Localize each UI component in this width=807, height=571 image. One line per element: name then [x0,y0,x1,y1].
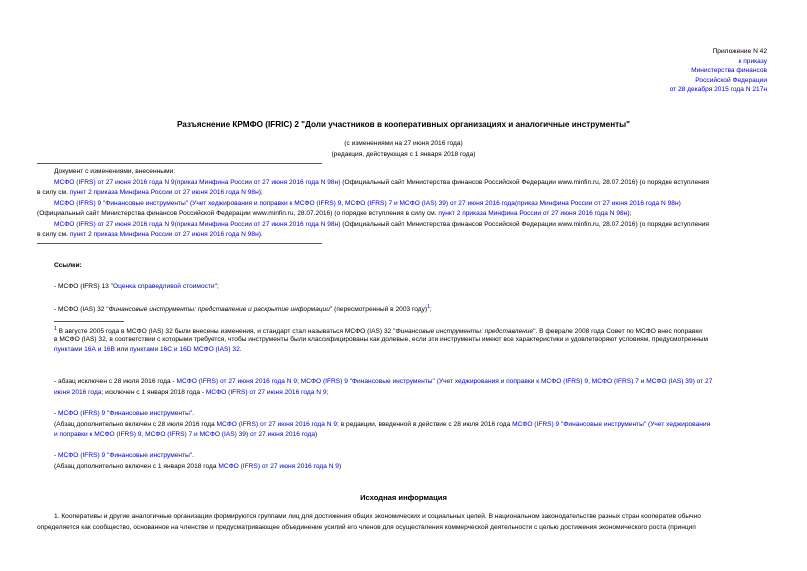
para-1-line1: 1. Кооперативы и другие аналогичные организации формируются группами лиц для достижения общих экономических и социальных целей. В национальном законодательстве разных стран кооператив обычно [54,513,701,520]
change-1-link-a[interactable]: МСФО (IFRS) от 27 июня 2016 года N 9 [54,179,175,186]
change-item-3 [54,221,709,229]
note-1-text-c: ; исключен с 1 января 2018 года - [101,389,206,396]
footnote-text-a: В августе 2005 года в МСФО (IAS) 32 были внесены изменения, и стандарт стал называться МСФО (IAS) 32 " [56,328,396,336]
footnote-text-b: ". В феврале 2008 года Совет по МСФО внес поправки [533,328,702,336]
note-1-link-c[interactable]: июня 2016 года [54,389,102,396]
note-2-text-c: (Абзац дополнительно включен с 28 июля 2016 года [54,421,217,428]
change-3-text-a: (Официальный сайт Министерства финансов Российской Федерации www.minfin.ru, 28.07.2016) (о порядке вступления [340,221,710,228]
change-2-link-c[interactable]: пункт 2 приказа Минфина России от 27 июня 2016 года N 98н [438,210,628,217]
page-title: Разъяснение КРМФО (IFRIC) 2 "Доли участников в кооперативных организациях и аналогичные инструменты" [176,120,631,129]
change-1-link-b[interactable]: (приказ Минфина России от 27 июня 2016 года N 98н) [174,179,341,186]
appendix-line1: Приложение N 42 [712,48,767,55]
footnote-link-a[interactable]: пунктами 16А и 16В [54,346,115,353]
subtitle-edition: (редакция, действующая с 1 января 2018 года) [331,151,476,158]
note-2-text-b: . [192,410,195,417]
note-3-text-a: - [54,452,59,459]
note-2-text-e: ) [315,431,318,438]
note-3-link-a[interactable]: МСФО (IFRS) 9 "Финансовые инструменты" [58,452,193,459]
change-2-link-b[interactable]: (приказ Минфина России от 27 июня 2016 года N 98н) [514,200,681,207]
appendix-line4[interactable]: Российской Федерации [695,77,767,84]
footnote-italic: Финансовые инструменты: представление [395,328,534,336]
footnote-line1 [54,325,702,336]
change-item-2 [54,200,681,208]
change-item-3-cont [37,231,263,239]
ref-1 [54,283,219,291]
divider [37,243,322,244]
ref-2-footnote-mark[interactable]: 1 [427,304,430,310]
appendix-line5[interactable]: от 28 декабря 2015 года N 217н [669,86,767,93]
footnote-line2: в МСФО (IAS) 32, в соответствии с которыми требуется, чтобы инструменты были классифицированы как долевые, если эти инструменты имеют все характеристики и удовлетворяют условиям, предусмотренным [54,336,709,343]
subtitle-changes: (с изменениями на 27 июня 2016 года) [344,140,463,147]
note-3-text-b: . [192,452,195,459]
note-2-link-e[interactable]: и поправки к МСФО (IFRS) 9, МСФО (IFRS) 7 и МСФО (IAS) 39) от 27 июня 2016 года [54,431,316,438]
note-2-text-d: ; в редакции, введенной в действие с 28 июля 2016 года [337,421,513,428]
note-3-text-c: (Абзац дополнительно включен с 1 января 2018 года [54,463,219,470]
footnote-text-d: . [239,346,242,353]
note-2-link-a[interactable]: МСФО (IFRS) 9 "Финансовые инструменты" [58,410,193,417]
change-1-text-b: в силу см. [37,189,70,196]
change-2-link-a[interactable]: МСФО (IFRS) 9 "Финансовые инструменты" (Учет хеджирования и поправки к МСФО (IFRS) 9, МСФО (IFRS) 7 и МСФО (IAS) 39) от 27 июня 2016 года [54,200,515,207]
changes-header: Документ с изменениями, внесенными: [54,168,176,175]
footnote-mark: 1 [54,326,57,332]
change-item-2-cont [37,210,631,218]
change-1-link-c[interactable]: пункт 2 приказа Минфина России от 27 июня 2016 года N 98н [69,189,259,196]
change-3-text-c: ). [258,231,263,238]
change-3-text-b: в силу см. [37,231,70,238]
note-1-text-b: ; [297,378,301,385]
change-2-text-c: ); [627,210,632,217]
footnote-link-b[interactable]: пунктами 16С и 16D МСФО (IAS) 32 [129,346,240,353]
appendix-line3[interactable]: Министерства финансов [691,67,767,74]
note-2-link-d[interactable]: МСФО (IFRS) 9 "Финансовые инструменты" (Учет хеджирования [512,421,711,428]
note-1-text-a: - абзац исключен с 28 июля 2016 года - [54,378,177,385]
footnote-line3 [54,346,242,354]
note-3-line1 [54,452,194,460]
refs-header: Ссылки: [54,262,82,269]
ref-2-end: ; [429,306,432,314]
footnote-divider [54,321,124,322]
note-1-text-d: ; [326,389,329,396]
ref-1-link[interactable]: Оценка справедливой стоимости [113,283,215,290]
note-2-line3 [54,431,317,439]
change-3-link-b[interactable]: (приказ Минфина России от 27 июня 2016 года N 98н) [174,221,341,228]
note-1-link-b[interactable]: МСФО (IFRS) 9 "Финансовые инструменты" (Учет хеджирования и поправки к МСФО (IFRS) 9, МСФО (IFRS) 7 и МСФО (IAS) 39) от 27 [300,378,713,385]
note-2-link-c[interactable]: МСФО (IFRS) от 27 июня 2016 года N 9 [216,421,338,428]
section-title: Исходная информация [360,493,447,502]
note-3-link-b[interactable]: МСФО (IFRS) от 27 июня 2016 года N 9 [218,463,339,470]
note-1-line1 [54,378,712,386]
note-2-text-a: - [54,410,59,417]
note-2-line1 [54,410,194,418]
change-1-text-c: ); [258,189,263,196]
note-3-text-d: ) [338,463,342,470]
note-1-line2 [54,389,328,397]
ref-2 [54,303,432,314]
note-3-line2 [54,463,341,471]
note-1-link-d[interactable]: МСФО (IFRS) от 27 июня 2016 года N 9 [205,389,327,396]
ref-2-suffix: " (пересмотренный в 2003 году) [329,306,428,314]
ref-2-prefix: - МСФО (IAS) 32 " [54,306,109,314]
change-item-1-cont [37,189,263,197]
ref-2-title: Финансовые инструменты: представление и раскрытие информации [108,306,330,314]
footnote-text-c: или [114,346,130,353]
divider [37,163,322,164]
change-2-text-a: (Официальный сайт Министерства финансов Российской Федерации www.minfin.ru, 28.07.2016) (о порядке вступления в силу см. [37,210,439,217]
ref-1-suffix: "; [214,283,219,290]
note-2-line2 [54,421,710,429]
change-3-link-a[interactable]: МСФО (IFRS) от 27 июня 2016 года N 9 [54,221,175,228]
change-1-text-a: (Официальный сайт Министерства финансов Российской Федерации www.minfin.ru, 28.07.2016) (о порядке вступления [340,179,710,186]
appendix-line2[interactable]: к приказу [738,58,767,65]
change-3-link-c[interactable]: пункт 2 приказа Минфина России от 27 июня 2016 года N 98н [69,231,259,238]
note-1-link-a[interactable]: МСФО (IFRS) от 27 июня 2016 года N 9 [176,378,298,385]
para-1-line2: определяется как сообщество, основанное на членстве и предусматривающее объединение усилий его членов для осуществления коммерческой деятельности с целью достижения экономического роста (принцип [37,524,696,531]
change-item-1 [54,179,709,187]
ref-1-prefix: - МСФО (IFRS) 13 " [54,283,114,290]
